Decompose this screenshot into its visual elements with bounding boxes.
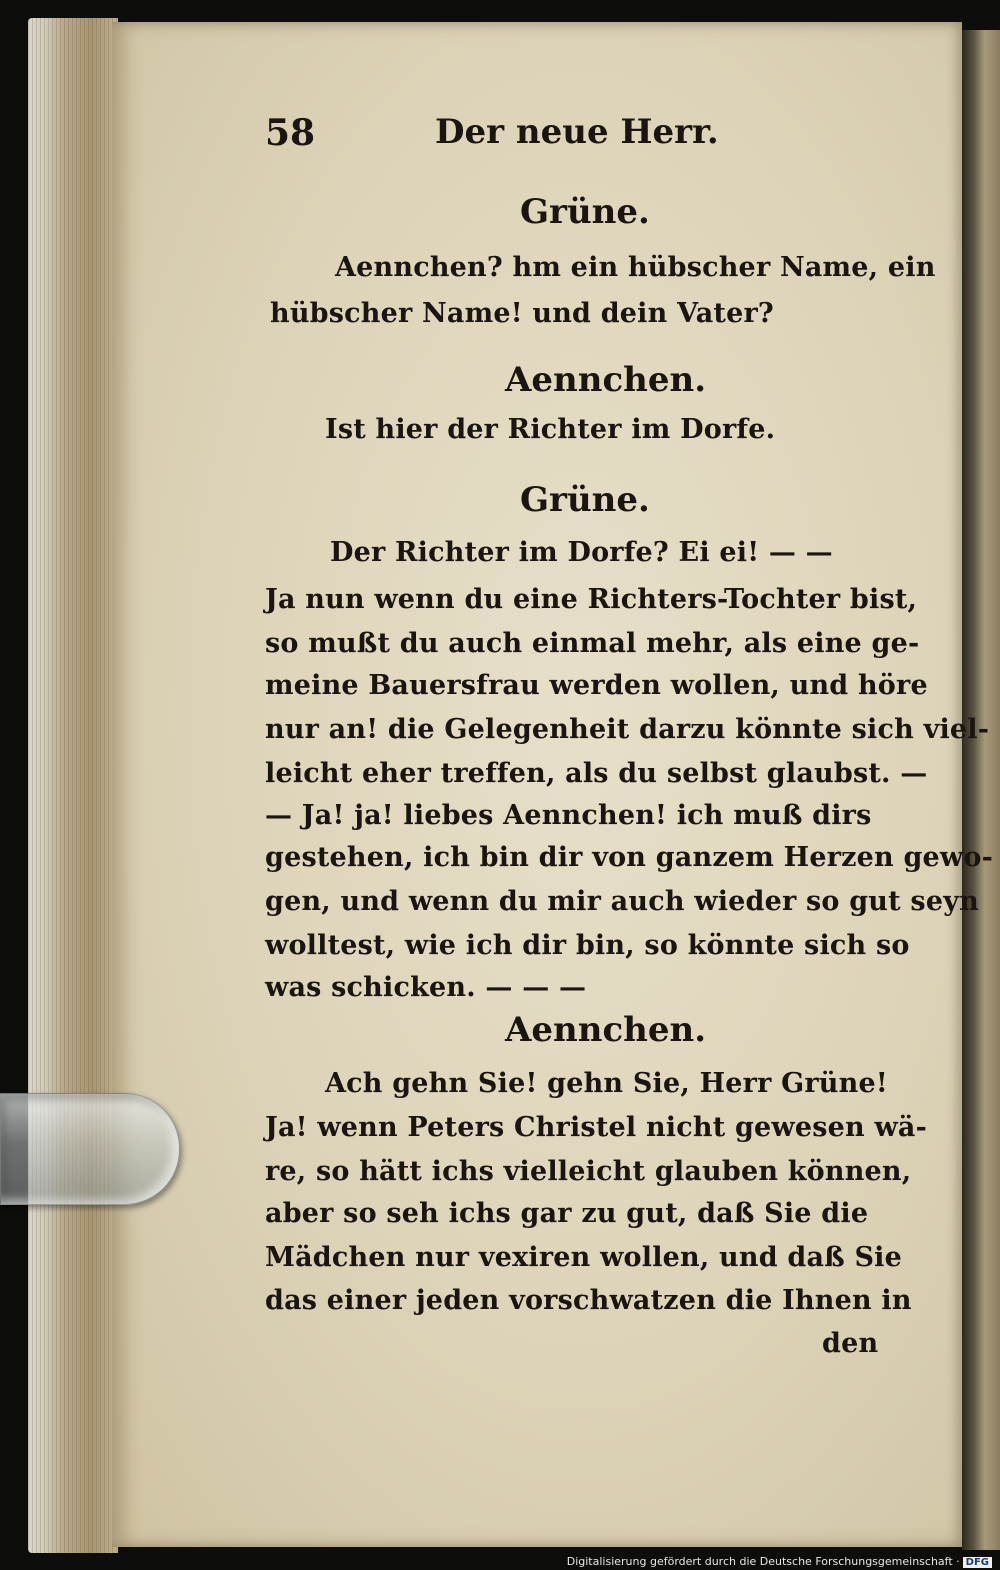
speaker-name: Aennchen. (505, 360, 707, 400)
catchword: den (822, 1328, 879, 1359)
speaker-name: Grüne. (520, 480, 650, 520)
page-holder-clip (0, 1093, 180, 1205)
credit-text: Digitalisierung gefördert durch die Deutsche Forschungsgemeinschaft · (566, 1555, 960, 1568)
text-line: was schicken. — — — (265, 972, 587, 1003)
text-line: Aennchen? hm ein hübscher Name, ein (335, 252, 936, 283)
text-line: meine Bauersfrau werden wollen, und höre (265, 670, 928, 701)
facing-page-edge (962, 30, 1000, 1550)
text-line: gestehen, ich bin dir von ganzem Herzen gewo- (265, 842, 993, 873)
page-number: 58 (265, 112, 316, 154)
digitization-credit (567, 1555, 992, 1568)
speaker-name: Grüne. (520, 192, 650, 232)
text-line: — Ja! ja! liebes Aennchen! ich muß dirs (265, 800, 872, 831)
dfg-logo: DFG (963, 1557, 992, 1568)
text-line: Ist hier der Richter im Dorfe. (325, 414, 776, 445)
text-line: aber so seh ichs gar zu gut, daß Sie die (265, 1198, 869, 1229)
speaker-name: Aennchen. (505, 1010, 707, 1050)
text-line: so mußt du auch einmal mehr, als eine ge- (265, 628, 920, 659)
text-line: re, so hätt ichs vielleicht glauben können, (265, 1156, 912, 1187)
text-line: Ach gehn Sie! gehn Sie, Herr Grüne! (325, 1068, 888, 1099)
text-line: nur an! die Gelegenheit darzu könnte sich viel- (265, 714, 990, 745)
book-page-edges (28, 18, 118, 1553)
text-line: Ja! wenn Peters Christel nicht gewesen wä- (265, 1112, 928, 1143)
text-line: Der Richter im Dorfe? Ei ei! — — (330, 537, 833, 568)
text-line: Ja nun wenn du eine Richters-Tochter bist, (265, 584, 918, 615)
page-header (265, 112, 719, 162)
text-line: hübscher Name! und dein Vater? (270, 298, 774, 329)
text-line: das einer jeden vorschwatzen die Ihnen in (265, 1285, 912, 1316)
text-line: gen, und wenn du mir auch wieder so gut seyn (265, 886, 979, 917)
running-head: Der neue Herr. (435, 112, 719, 152)
text-line: Mädchen nur vexiren wollen, und daß Sie (265, 1242, 903, 1273)
text-line: wolltest, wie ich dir bin, so könnte sich so (265, 930, 910, 961)
text-line: leicht eher treffen, als du selbst glaubst. — (265, 758, 928, 789)
